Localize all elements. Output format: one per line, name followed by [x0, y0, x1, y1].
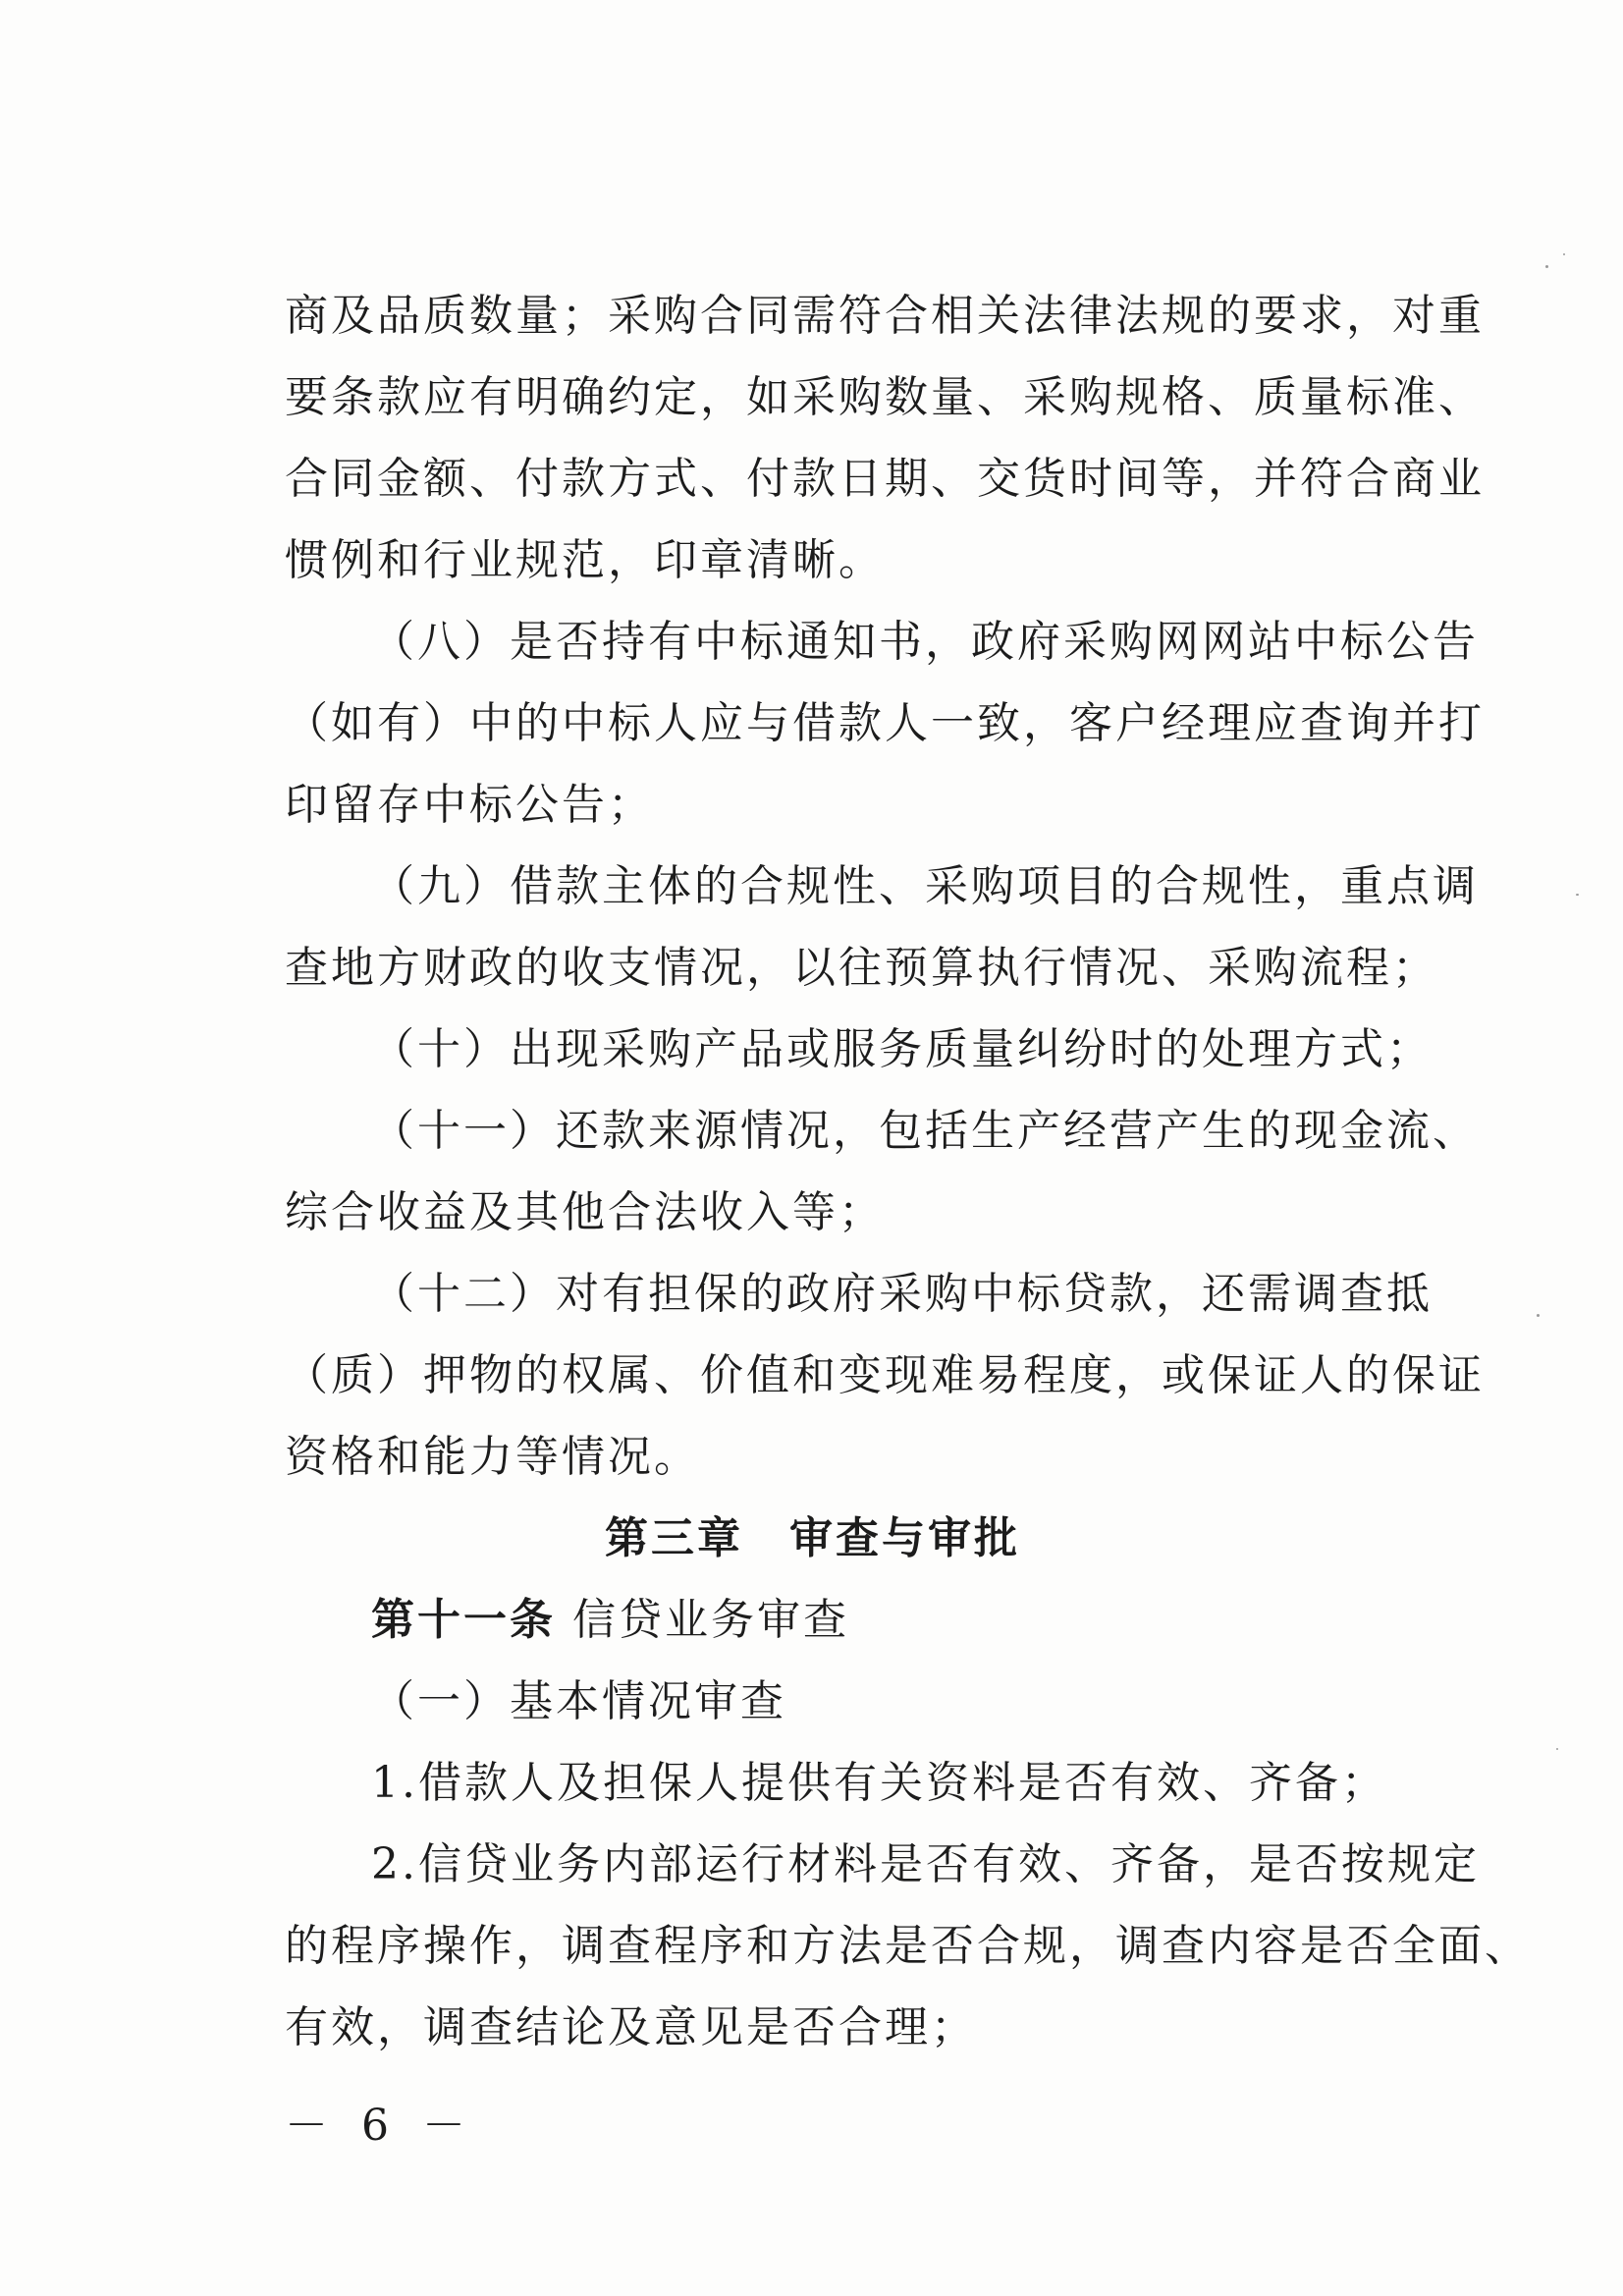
article-heading	[371, 1591, 849, 1650]
body-line: 印留存中标公告；	[285, 780, 654, 830]
body-line: 要条款应有明确约定，如采购数量、采购规格、质量标准、	[285, 372, 1485, 422]
body-line: （十一）还款来源情况，包括生产经营产生的现金流、	[371, 1106, 1479, 1156]
section-heading: （一）基本情况审查	[371, 1676, 786, 1726]
scan-speck	[1556, 1748, 1558, 1750]
body-line: 商及品质数量；采购合同需符合相关法律法规的要求，对重	[285, 291, 1485, 341]
scan-speck	[1537, 1314, 1540, 1317]
body-line: 有效，调查结论及意见是否合理；	[285, 2002, 977, 2052]
body-line: 合同金额、付款方式、付款日期、交货时间等，并符合商业	[285, 454, 1485, 504]
body-line: 查地方财政的收支情况，以往预算执行情况、采购流程；	[285, 943, 1438, 993]
body-line: 1.借款人及担保人提供有关资料是否有效、齐备；	[371, 1758, 1387, 1808]
body-line: （十）出现采购产品或服务质量纠纷时的处理方式；	[371, 1024, 1433, 1074]
chapter-heading: 第三章 审查与审批	[605, 1513, 1020, 1563]
scan-speck	[1576, 894, 1579, 896]
article-label: 第十一条	[371, 1595, 556, 1645]
article-spacer	[556, 1595, 572, 1645]
body-line: 资格和能力等情况。	[285, 1432, 700, 1482]
scan-speck	[1545, 265, 1548, 268]
body-line: （十二）对有担保的政府采购中标贷款，还需调查抵	[371, 1269, 1433, 1319]
body-line: 的程序操作，调查程序和方法是否合规，调查内容是否全面、	[285, 1921, 1531, 1971]
body-line: （如有）中的中标人应与借款人一致，客户经理应查询并打	[285, 698, 1485, 748]
page-number: － 6 －	[285, 2101, 475, 2151]
body-line: （八）是否持有中标通知书，政府采购网网站中标公告	[371, 617, 1479, 667]
body-line: （质）押物的权属、价值和变现难易程度，或保证人的保证	[285, 1350, 1485, 1400]
body-line: 惯例和行业规范，印章清晰。	[285, 535, 885, 585]
body-line: 2.信贷业务内部运行材料是否有效、齐备，是否按规定	[371, 1839, 1480, 1889]
body-line: 综合收益及其他合法收入等；	[285, 1187, 885, 1237]
scan-speck	[1563, 253, 1565, 255]
body-line: （九）借款主体的合规性、采购项目的合规性，重点调	[371, 861, 1479, 911]
article-title: 信贷业务审查	[572, 1595, 849, 1645]
